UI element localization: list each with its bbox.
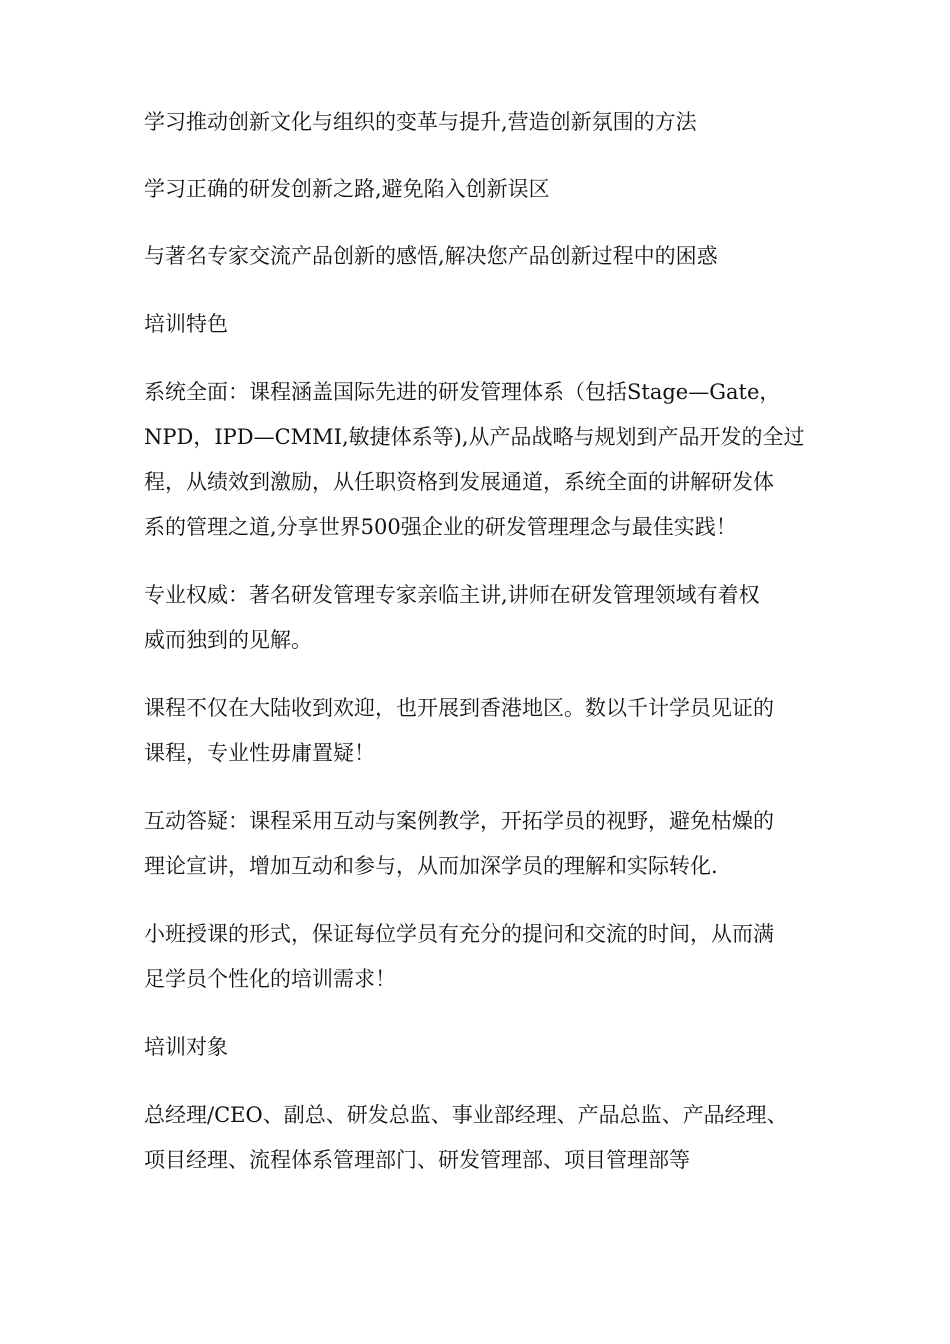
paragraph-line: 系的管理之道,分享世界500强企业的研发管理理念与最佳实践！	[144, 515, 737, 539]
paragraph-line: 课程，专业性毋庸置疑！	[144, 741, 375, 765]
paragraph-line: 威而独到的见解。	[144, 628, 312, 652]
objective-line: 学习正确的研发创新之路,避免陷入创新误区	[144, 177, 550, 201]
paragraph-line: 课程不仅在大陆收到欢迎，也开展到香港地区。数以千计学员见证的	[144, 696, 774, 720]
audience-heading: 培训对象	[144, 1035, 228, 1059]
paragraph-line: 足学员个性化的培训需求！	[144, 967, 396, 991]
paragraph-line: 程，从绩效到激励，从任职资格到发展通道，系统全面的讲解研发体	[144, 470, 774, 494]
paragraph-line: 总经理/CEO、副总、研发总监、事业部经理、产品总监、产品经理、	[144, 1103, 788, 1127]
document-body	[144, 100, 824, 1183]
paragraph-line: 系统全面：课程涵盖国际先进的研发管理体系（包括Stage—Gate，	[144, 380, 781, 404]
paragraph-line: NPD，IPD—CMMI,敏捷体系等),从产品战略与规划到产品开发的全过	[144, 425, 805, 449]
feature-reach-paragraph	[144, 686, 824, 776]
paragraph-line: 专业权威：著名研发管理专家亲临主讲,讲师在研发管理领域有着权	[144, 583, 760, 607]
feature-interactive-paragraph	[144, 799, 824, 889]
paragraph-line: 理论宣讲，增加互动和参与，从而加深学员的理解和实际转化.	[144, 854, 718, 878]
paragraph-line: 项目经理、流程体系管理部门、研发管理部、项目管理部等	[144, 1148, 690, 1172]
audience-paragraph	[144, 1093, 824, 1183]
feature-system-paragraph	[144, 370, 824, 550]
paragraph-line: 小班授课的形式，保证每位学员有充分的提问和交流的时间，从而满	[144, 922, 774, 946]
objective-line: 学习推动创新文化与组织的变革与提升,营造创新氛围的方法	[144, 110, 697, 134]
paragraph-line: 互动答疑：课程采用互动与案例教学，开拓学员的视野，避免枯燥的	[144, 809, 774, 833]
feature-authority-paragraph	[144, 573, 824, 663]
features-heading: 培训特色	[144, 312, 228, 336]
objective-line: 与著名专家交流产品创新的感悟,解决您产品创新过程中的困惑	[144, 244, 718, 268]
feature-smallclass-paragraph	[144, 912, 824, 1002]
